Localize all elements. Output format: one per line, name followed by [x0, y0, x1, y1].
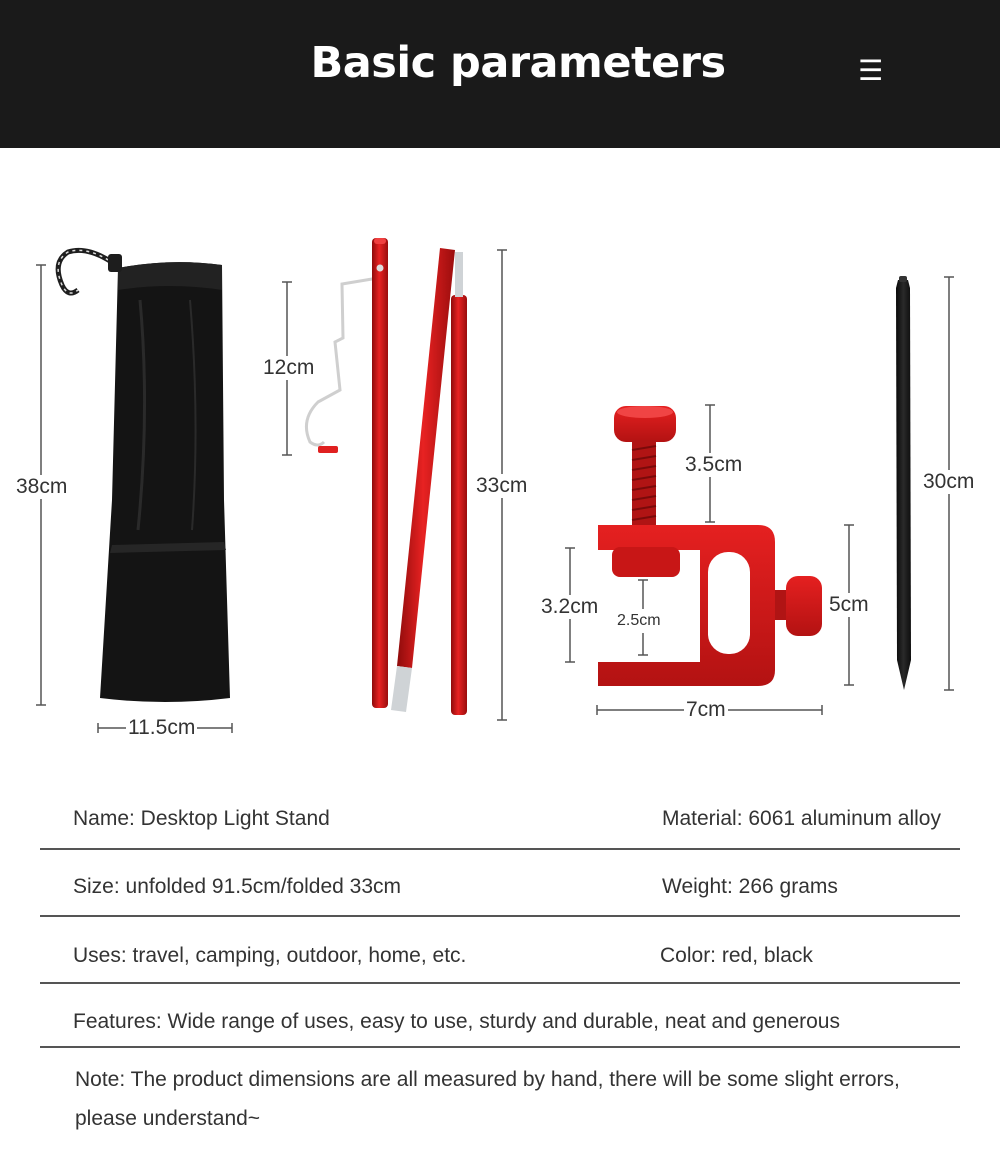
spec-weight: Weight: 266 grams: [662, 875, 838, 898]
screw-height-label: 3.5cm: [685, 453, 743, 476]
hook-length-label: 12cm: [263, 356, 315, 379]
measurement-note: Note: The product dimensions are all measured by hand, there will be some slight errors, please understand~: [75, 1068, 900, 1130]
table-divider: [40, 1046, 960, 1048]
spec-name: Name: Desktop Light Stand: [73, 807, 330, 830]
hamburger-menu-icon[interactable]: ☰: [858, 55, 884, 86]
header-bar: [0, 0, 1000, 148]
spec-uses: Uses: travel, camping, outdoor, home, etc.: [73, 944, 467, 967]
table-divider: [40, 982, 960, 984]
pole-sections-illustration: [372, 238, 467, 715]
spec-size: Size: unfolded 91.5cm/folded 33cm: [73, 875, 402, 898]
hook-illustration: [306, 278, 378, 453]
ground-stake-illustration: [896, 276, 911, 690]
clamp-inner-label: 2.5cm: [615, 609, 663, 633]
pole-length-label: 33cm: [476, 474, 528, 497]
page-title: Basic parameters: [310, 38, 726, 88]
product-dimensions-figure: [0, 150, 1000, 770]
bag-width-label: 11.5cm: [128, 716, 196, 739]
spec-color: Color: red, black: [660, 944, 813, 967]
clamp-opening-label: 3.2cm: [541, 595, 599, 618]
spec-material: Material: 6061 aluminum alloy: [662, 807, 941, 830]
clamp-height-label: 5cm: [829, 593, 869, 616]
stake-length-label: 30cm: [923, 470, 975, 493]
bag-height-label: 38cm: [16, 475, 68, 498]
spec-features: Features: Wide range of uses, easy to use, sturdy and durable, neat and generous: [73, 1010, 840, 1033]
product-illustration: [0, 150, 1000, 770]
table-divider: [40, 915, 960, 917]
clamp-width-label: 7cm: [686, 698, 726, 721]
storage-bag-illustration: [58, 250, 230, 702]
table-divider: [40, 848, 960, 850]
